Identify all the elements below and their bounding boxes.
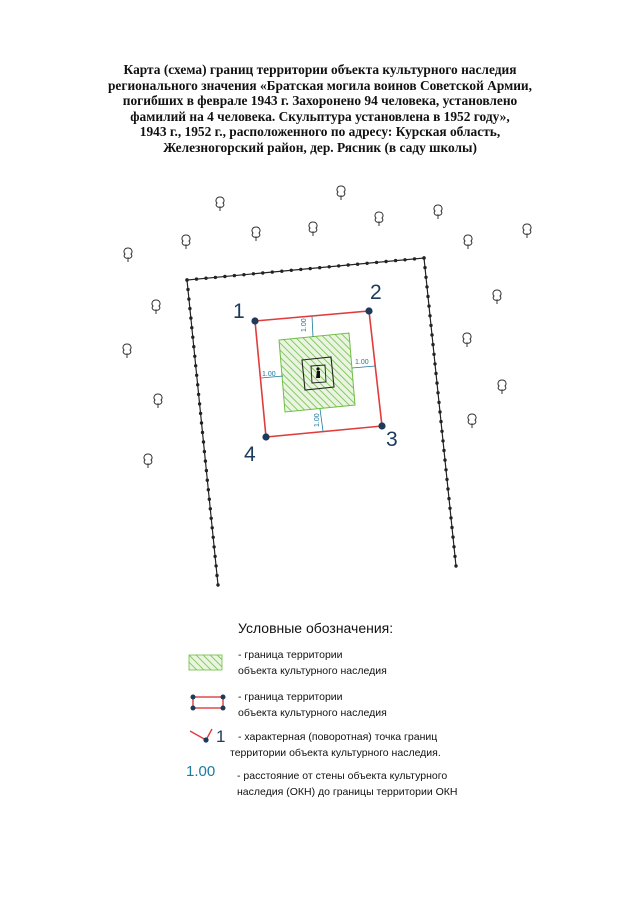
tree-icon xyxy=(124,248,132,262)
fence-dot xyxy=(439,420,442,423)
legend-item-turning-point-line-2: территории объекта культурного наследия. xyxy=(230,747,441,759)
fence-dot xyxy=(195,374,198,377)
turning-point-4 xyxy=(262,433,269,440)
legend-title: Условные обозначения: xyxy=(238,620,394,636)
tree-icon xyxy=(493,290,501,304)
fence-dot xyxy=(210,517,213,520)
fence-dot xyxy=(196,383,199,386)
fence-dot xyxy=(337,264,340,267)
fence-dot xyxy=(212,545,215,548)
tree-icon xyxy=(337,186,345,200)
fence-dot xyxy=(211,526,214,529)
fence-dot xyxy=(194,364,197,367)
fence-dot xyxy=(233,274,236,277)
fence-dot xyxy=(214,564,217,567)
fence-dot xyxy=(384,260,387,263)
fence-dot xyxy=(299,268,302,271)
fence-dot xyxy=(394,259,397,262)
legend-item-boundary xyxy=(238,689,387,721)
fence-dot xyxy=(450,526,453,529)
fence-dot xyxy=(186,288,189,291)
tree-icon xyxy=(309,222,317,236)
fence-dot xyxy=(223,275,226,278)
title-line-5: 1943 г., 1952 г., расположенного по адресу: Курская область, xyxy=(139,124,501,140)
fence-dot xyxy=(214,276,217,279)
tree-icon xyxy=(144,454,152,468)
fence-dot xyxy=(356,263,359,266)
tree-icon xyxy=(498,380,506,394)
point-label-4: 4 xyxy=(244,443,256,466)
fence-dot xyxy=(413,257,416,260)
tree-icon xyxy=(375,212,383,226)
fence-dot xyxy=(261,271,264,274)
tree-icon xyxy=(464,235,472,249)
fence-dot xyxy=(425,285,428,288)
fence-dot xyxy=(437,401,440,404)
tree-icon xyxy=(152,300,160,314)
fence-dot xyxy=(189,316,192,319)
fence-dot xyxy=(452,545,455,548)
fence-dot xyxy=(201,431,204,434)
fence-dot xyxy=(309,267,312,270)
fence-dot xyxy=(200,421,203,424)
fence-dot xyxy=(318,266,321,269)
fence-dot xyxy=(191,336,194,339)
tree-icon xyxy=(123,344,131,358)
fence-dot xyxy=(215,574,218,577)
distance-label-bottom: 1.00 xyxy=(314,413,321,427)
fence-dot xyxy=(205,469,208,472)
trees xyxy=(123,186,531,468)
fence-dot xyxy=(451,535,454,538)
fence-dot xyxy=(443,458,446,461)
fence-dot xyxy=(213,555,216,558)
fence-dot xyxy=(441,439,444,442)
title-line-4: фамилий на 4 человека. Скульптура установлена в 1952 году», xyxy=(130,108,510,124)
fence-dot xyxy=(426,295,429,298)
fence-dot xyxy=(448,507,451,510)
tree-icon xyxy=(434,205,442,219)
title-line-1: Карта (схема) границ территории объекта культурного наследия xyxy=(123,62,517,77)
fence-dot xyxy=(438,410,441,413)
fence-dot xyxy=(440,430,443,433)
tree-icon xyxy=(154,394,162,408)
fence-dot xyxy=(209,507,212,510)
legend-item-hatch-line-1: - граница территории xyxy=(238,649,343,661)
point-label-2: 2 xyxy=(370,281,382,304)
legend-point-number: 1 xyxy=(216,727,226,746)
title-line-2: регионального значения «Братская могила воинов Советской Армии, xyxy=(107,77,532,93)
fence-dot xyxy=(198,402,201,405)
fence-dot xyxy=(447,497,450,500)
tree-icon xyxy=(216,197,224,211)
fence-dot xyxy=(206,479,209,482)
legend-item-boundary-line-1: - граница территории xyxy=(238,691,343,703)
fence-dot xyxy=(199,412,202,415)
fence-dot xyxy=(203,450,206,453)
fence-dot xyxy=(430,333,433,336)
fence-dot xyxy=(197,393,200,396)
title-line-3: погибших в феврале 1943 г. Захоронено 94 человека, установлено xyxy=(122,93,518,109)
green-hatch-swatch xyxy=(189,655,222,670)
fence-dot xyxy=(453,555,456,558)
turning-point-1 xyxy=(251,317,258,324)
fence-dot xyxy=(435,381,438,384)
legend-item-distance-line-1: - расстояние от стены объекта культурного xyxy=(237,770,448,782)
distance-label-left: 1.00 xyxy=(262,371,276,378)
turning-point-2 xyxy=(365,307,372,314)
tree-icon xyxy=(523,224,531,238)
fence-dot xyxy=(188,307,191,310)
fence-dot xyxy=(271,270,274,273)
tree-icon xyxy=(463,333,471,347)
legend-item-boundary-line-2: объекта культурного наследия xyxy=(238,707,387,719)
fence-dot xyxy=(212,536,215,539)
point-label-1: 1 xyxy=(233,300,245,323)
fence-dot xyxy=(442,449,445,452)
legend-item-distance xyxy=(237,768,458,800)
fence-dot xyxy=(202,440,205,443)
fence-dot xyxy=(423,266,426,269)
distance-label-right: 1.00 xyxy=(355,359,369,366)
fence-dot xyxy=(185,278,188,281)
fence-dot xyxy=(431,343,434,346)
tree-icon xyxy=(182,235,190,249)
fence-dot xyxy=(446,487,449,490)
distance-label-top: 1.00 xyxy=(301,318,308,332)
fence-dot xyxy=(208,498,211,501)
legend-item-hatch-line-2: объекта культурного наследия xyxy=(238,665,387,677)
fence-dot xyxy=(375,261,378,264)
legend-item-distance-line-2: наследия (ОКН) до границы территории ОКН xyxy=(237,786,458,798)
fence-dot xyxy=(216,583,219,586)
legend-item-turning-point-line-1: - характерная (поворотная) точка границ xyxy=(238,731,438,743)
point-label-3: 3 xyxy=(386,428,398,451)
fence-dot xyxy=(290,269,293,272)
fence-dot xyxy=(204,277,207,280)
tree-icon xyxy=(252,227,260,241)
fence-dot xyxy=(192,345,195,348)
fence-dot xyxy=(424,276,427,279)
legend-item-turning-point xyxy=(230,729,441,761)
fence-dot xyxy=(403,258,406,261)
legend-item-hatch xyxy=(238,647,387,679)
fence-dot xyxy=(432,353,435,356)
distance-swatch: 1.00 xyxy=(186,763,216,780)
turning-point-3 xyxy=(378,422,385,429)
title-line-6: Железногорский район, дер. Рясник (в саду школы) xyxy=(163,139,477,155)
fence-dot xyxy=(454,564,457,567)
fence-dot xyxy=(190,326,193,329)
turning-point-swatch xyxy=(190,729,212,743)
tree-icon xyxy=(468,414,476,428)
fence-dot xyxy=(195,277,198,280)
fence-dot xyxy=(434,372,437,375)
fence-dot xyxy=(427,304,430,307)
fence-dot xyxy=(347,263,350,266)
fence-dot xyxy=(207,488,210,491)
fence-dot xyxy=(433,362,436,365)
fence-dot xyxy=(252,272,255,275)
fence-dot xyxy=(280,270,283,273)
red-boundary-swatch xyxy=(191,695,226,711)
fence-dot xyxy=(193,355,196,358)
fence-dot xyxy=(444,468,447,471)
fence-dot xyxy=(445,478,448,481)
fence-dot xyxy=(422,256,425,259)
fence-dot xyxy=(436,391,439,394)
fence-dot xyxy=(429,324,432,327)
fence-dot xyxy=(242,273,245,276)
fence-dot xyxy=(204,459,207,462)
fence-dot xyxy=(428,314,431,317)
fence-dot xyxy=(187,297,190,300)
fence-dot xyxy=(328,265,331,268)
fence-dot xyxy=(449,516,452,519)
fence-dot xyxy=(365,262,368,265)
